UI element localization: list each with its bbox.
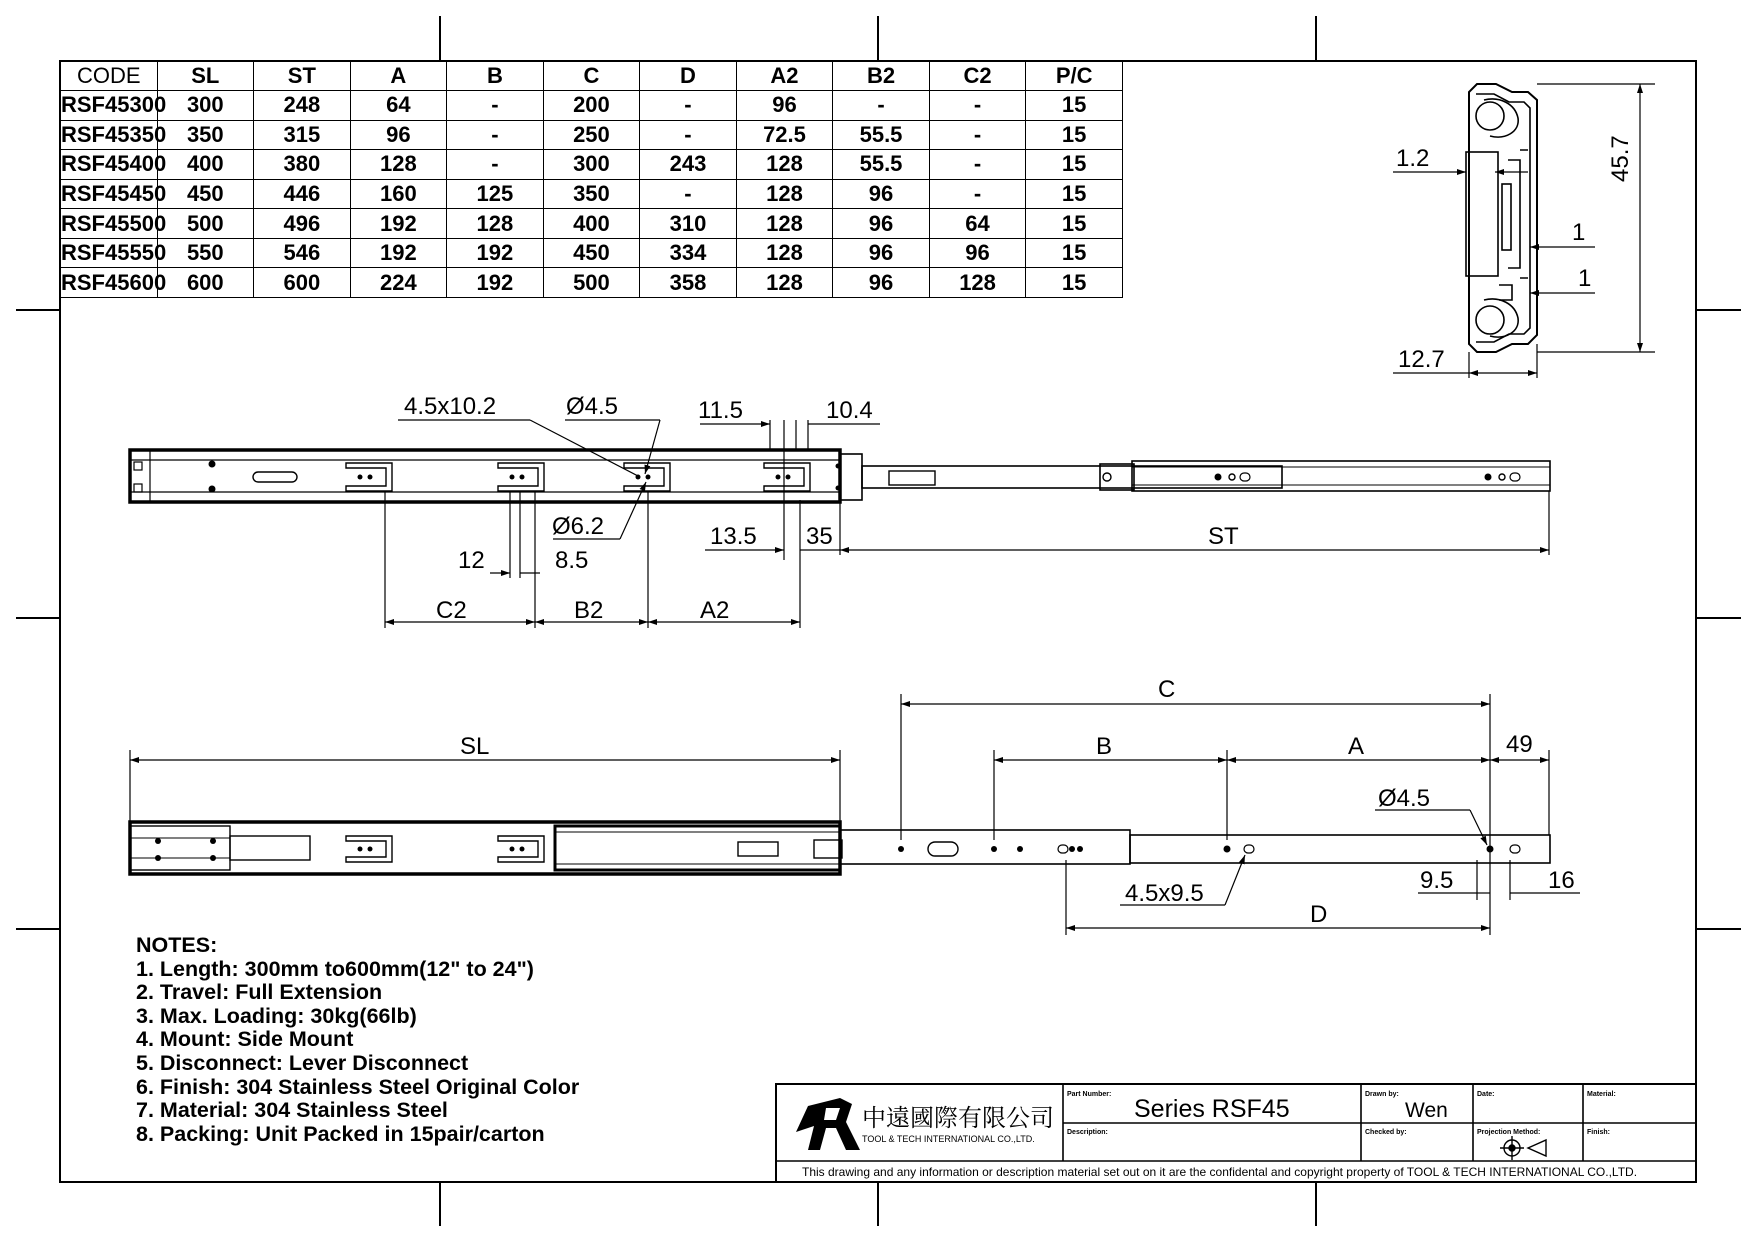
projection-symbol [1500, 1136, 1546, 1160]
part-code-cell: RSF45300 [61, 91, 158, 121]
side-view-dims [130, 694, 1580, 935]
note-item: 5. Disconnect: Lever Disconnect [136, 1050, 469, 1075]
dim-12: 12 [458, 547, 485, 574]
dim-4-5x9-5: 4.5x9.5 [1125, 880, 1204, 907]
table-cell: 96 [736, 91, 833, 121]
part-code-cell: RSF45500 [61, 209, 158, 239]
table-cell: 64 [929, 209, 1026, 239]
part-code-cell: RSF45450 [61, 179, 158, 209]
table-cell: 446 [254, 179, 351, 209]
note-item: 8. Packing: Unit Packed in 15pair/carton [136, 1121, 545, 1146]
table-cell: 192 [350, 209, 447, 239]
table-row [61, 238, 1123, 268]
dim-11-5: 11.5 [698, 397, 743, 424]
rail-top-view [130, 450, 1550, 502]
dim-8-5: 8.5 [555, 547, 589, 574]
table-cell: 600 [254, 268, 351, 298]
table-cell: 15 [1026, 179, 1123, 209]
dim-d: D [1310, 901, 1328, 928]
table-row [61, 120, 1123, 150]
table-cell: - [929, 120, 1026, 150]
table-cell: 358 [640, 268, 737, 298]
note-item: 2. Travel: Full Extension [136, 980, 383, 1005]
dim-10-4: 10.4 [826, 397, 873, 424]
table-cell: 350 [543, 179, 640, 209]
col-header: C2 [929, 62, 1026, 91]
finish-label: Finish: [1587, 1129, 1610, 1136]
part-code-cell: RSF45600 [61, 268, 158, 298]
table-row [61, 209, 1123, 239]
dim-c2: C2 [436, 597, 467, 624]
table-cell: 72.5 [736, 120, 833, 150]
table-cell: 96 [833, 238, 930, 268]
table-cell: 15 [1026, 238, 1123, 268]
table-row [61, 91, 1123, 121]
table-cell: - [929, 91, 1026, 121]
part-code-cell: RSF45400 [61, 150, 158, 180]
table-cell: 315 [254, 120, 351, 150]
note-item: 6. Finish: 304 Stainless Steel Original Color [136, 1074, 580, 1099]
table-cell: - [833, 91, 930, 121]
date-label: Date: [1477, 1091, 1495, 1098]
table-cell: - [447, 91, 544, 121]
dim-st: ST [1208, 523, 1239, 550]
table-cell: 243 [640, 150, 737, 180]
table-cell: 350 [157, 120, 254, 150]
dim-45-7: 45.7 [1607, 135, 1634, 182]
table-cell: 160 [350, 179, 447, 209]
dim-phi-4-5-bottom: Ø4.5 [1378, 785, 1431, 812]
note-item: 1. Length: 300mm to600mm(12" to 24") [136, 956, 534, 981]
table-cell: 128 [736, 268, 833, 298]
table-cell: 96 [929, 238, 1026, 268]
dim-sl: SL [460, 733, 490, 760]
part-number: Series RSF45 [1134, 1095, 1290, 1123]
table-cell: 600 [157, 268, 254, 298]
part-code-cell: RSF45550 [61, 238, 158, 268]
table-cell: - [447, 150, 544, 180]
checked-by-label: Checked by: [1365, 1129, 1407, 1136]
table-cell: 546 [254, 238, 351, 268]
table-cell: 96 [833, 268, 930, 298]
table-cell: 192 [447, 268, 544, 298]
description-label: Description: [1067, 1129, 1108, 1136]
table-cell: 250 [543, 120, 640, 150]
rail-side-view [130, 822, 1550, 874]
col-header: B [447, 62, 544, 91]
table-cell: 64 [350, 91, 447, 121]
table-cell: - [929, 150, 1026, 180]
dim-b: B [1096, 733, 1113, 760]
dim-c: C [1158, 676, 1176, 703]
notes-heading: NOTES: [136, 933, 218, 957]
table-cell: - [640, 91, 737, 121]
table-cell: 300 [543, 150, 640, 180]
drawn-by-label: Drawn by: [1365, 1091, 1399, 1098]
table-cell: - [640, 120, 737, 150]
dim-12-7: 12.7 [1398, 346, 1445, 373]
table-cell: 248 [254, 91, 351, 121]
table-cell: 300 [157, 91, 254, 121]
rail-top-holes [209, 461, 1492, 493]
col-header: C [543, 62, 640, 91]
table-cell: 400 [157, 150, 254, 180]
table-cell: 125 [447, 179, 544, 209]
col-header: SL [157, 62, 254, 91]
spec-table [60, 61, 1123, 298]
table-cell: 55.5 [833, 120, 930, 150]
table-header-row [61, 62, 1123, 91]
col-header: A [350, 62, 447, 91]
table-cell: 128 [736, 179, 833, 209]
notes [136, 934, 579, 1146]
dim-35: 35 [806, 523, 833, 550]
part-number-label: Part Number: [1067, 1091, 1112, 1098]
note-item: 3. Max. Loading: 30kg(66lb) [136, 1003, 417, 1028]
company-name-en: TOOL & TECH INTERNATIONAL CO.,LTD. [862, 1134, 1035, 1144]
table-cell: 500 [543, 268, 640, 298]
table-cell: 128 [736, 209, 833, 239]
projection-label: Projection Method: [1477, 1129, 1541, 1136]
col-header: CODE [61, 62, 158, 91]
table-cell: 380 [254, 150, 351, 180]
table-cell: 128 [736, 150, 833, 180]
dim-16: 16 [1548, 867, 1575, 894]
dim-a2: A2 [700, 597, 730, 624]
table-cell: 334 [640, 238, 737, 268]
col-header: A2 [736, 62, 833, 91]
copyright-footer: This drawing and any information or description material set out on it are the confidental and copyright property of TOOL & TECH INTERNATIONAL CO.,LTD. [802, 1165, 1638, 1179]
dim-9-5: 9.5 [1420, 867, 1454, 894]
note-item: 7. Material: 304 Stainless Steel [136, 1098, 448, 1123]
table-cell: 15 [1026, 120, 1123, 150]
table-cell: 96 [833, 179, 930, 209]
table-cell: - [640, 179, 737, 209]
table-cell: 128 [350, 150, 447, 180]
dim-phi-4-5-top: Ø4.5 [566, 393, 619, 420]
part-code-cell: RSF45350 [61, 120, 158, 150]
table-cell: 96 [350, 120, 447, 150]
table-cell: 192 [447, 238, 544, 268]
table-row [61, 268, 1123, 298]
company-name-cn: 中遠國際有限公司 [862, 1105, 1054, 1132]
table-cell: 15 [1026, 268, 1123, 298]
table-cell: 96 [833, 209, 930, 239]
table-cell: 128 [447, 209, 544, 239]
table-cell: 450 [157, 179, 254, 209]
dim-13-5: 13.5 [710, 523, 757, 550]
dim-1-2: 1.2 [1396, 145, 1430, 172]
table-cell: 200 [543, 91, 640, 121]
table-cell: 496 [254, 209, 351, 239]
table-cell: 128 [736, 238, 833, 268]
col-header: D [640, 62, 737, 91]
table-cell: - [929, 179, 1026, 209]
table-cell: - [447, 120, 544, 150]
cross-section-view [1466, 84, 1537, 352]
dim-phi-6-2: Ø6.2 [552, 513, 605, 540]
table-cell: 15 [1026, 209, 1123, 239]
table-row [61, 150, 1123, 180]
table-row [61, 179, 1123, 209]
dim-1-b: 1 [1578, 265, 1592, 292]
col-header: ST [254, 62, 351, 91]
table-cell: 400 [543, 209, 640, 239]
drawn-by: Wen [1405, 1099, 1448, 1122]
table-cell: 550 [157, 238, 254, 268]
dim-b2: B2 [574, 597, 604, 624]
dim-1-a: 1 [1572, 219, 1586, 246]
col-header: P/C [1026, 62, 1123, 91]
table-cell: 55.5 [833, 150, 930, 180]
dim-4-5x10-2: 4.5x10.2 [404, 393, 497, 420]
note-item: 4. Mount: Side Mount [136, 1027, 354, 1052]
table-cell: 15 [1026, 150, 1123, 180]
dim-49: 49 [1506, 731, 1533, 758]
dim-a: A [1348, 733, 1365, 760]
table-cell: 450 [543, 238, 640, 268]
table-cell: 15 [1026, 91, 1123, 121]
table-cell: 500 [157, 209, 254, 239]
material-label: Material: [1587, 1091, 1616, 1098]
col-header: B2 [833, 62, 930, 91]
company-logo [796, 1098, 860, 1150]
table-cell: 224 [350, 268, 447, 298]
table-cell: 192 [350, 238, 447, 268]
table-cell: 310 [640, 209, 737, 239]
table-body [61, 91, 1123, 298]
table-cell: 128 [929, 268, 1026, 298]
